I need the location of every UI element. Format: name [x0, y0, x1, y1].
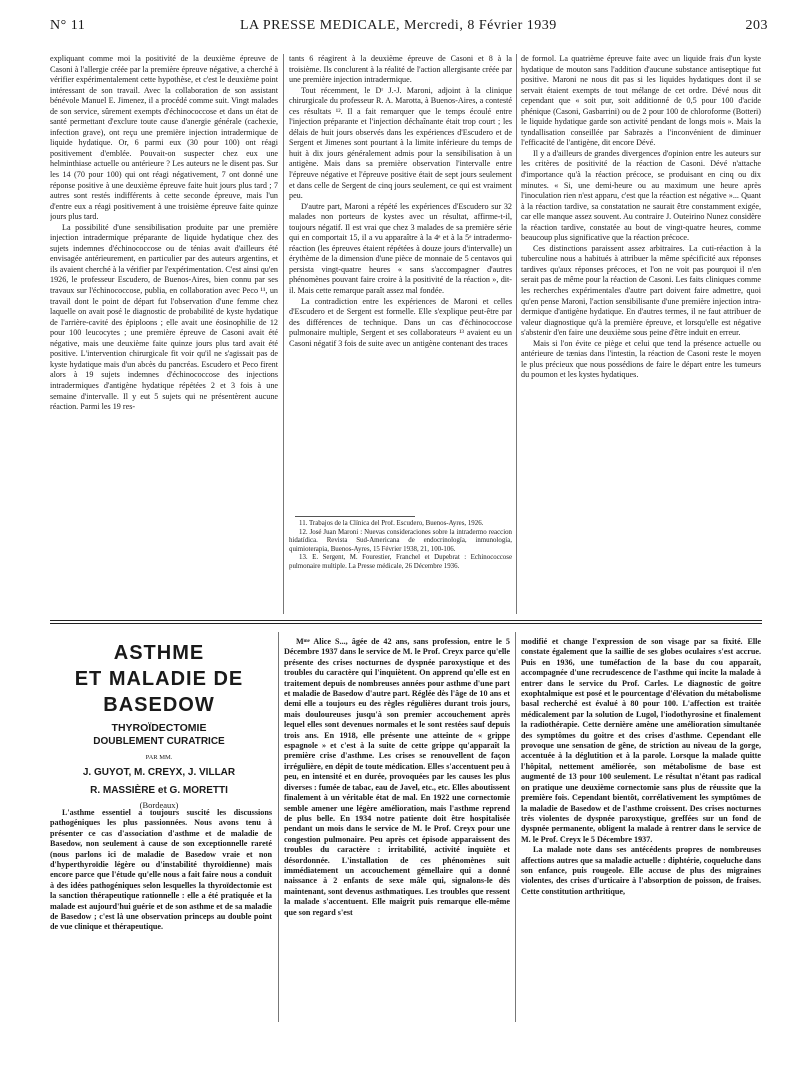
journal-title: LA PRESSE MEDICALE, Mercredi, 8 Février 1939: [240, 18, 557, 33]
byline-par: PAR MM.: [145, 754, 173, 761]
article2-column-3: [521, 637, 761, 1017]
paragraph: La contradiction entre les expériences de Maroni et celles d'Escudero et de Sergent est formelle. Elle s'explique peut-être par des différences de technique. Dans un cas d'échinococcose pulmonaire multiple, Sergent et ses collaborateurs ¹³ avaient eu un Casoni négatif 3 fois de suite avec un antigène contenant des traces: [289, 296, 512, 348]
paragraph: Tout récemment, le Dʳ J.-J. Maroni, adjoint à la clinique chirurgicale du professeur R. A. Marotta, à Buenos-Aires, a contesté ces résultats ¹². Il a fait remarquer que le temps écoulé entre l'injection préparante et l'injection déchaînante était trop court ; les délais de huit jours observés dans les expériences d'Escudero et de Sergent et Jimenes sont pourtant à la limite inférieure du temps de huit à dix jours généralement admis pour la sensibilisation à un antigène. Mais dans sa première observation l'intervalle entre l'épreuve négative et l'épreuve positive était de sept jours seulement et dans celle de Sergent de cinq jours seulement, ce qui est vraiment peu.: [289, 85, 512, 201]
article2-title-block: [50, 640, 268, 811]
paragraph: de formol. La quatrième épreuve faite avec un liquide frais d'un kyste hydatique de mouton sans l'addition d'aucune substance antiseptique fut positive. Maroni ne nous dit pas si les liquides hydatiques dont il se servait étaient exempts de tout mélange de cet ordre. Dévé nous dit cependant que « soit pur, soit additionné de 0,5 pour 100 d'acide phénique (Casoni, Gasbarrini) ou de 2 pour 100 de chloroforme (Botteri) le liquide hydatique garde son activité pendant de longs mois ». Mais la tyndallisation conseillée par Sabrazès a l'inconvénient de diminuer l'efficacité de l'antigène, dit encore Dévé.: [521, 54, 761, 148]
article-subtitle1: THYROÏDECTOMIE: [111, 722, 207, 734]
column-rule: [283, 54, 284, 614]
affiliation: (Bordeaux): [139, 800, 179, 810]
article2-column-1: [50, 808, 272, 1018]
running-header: [50, 16, 768, 38]
authors-line1: J. GUYOT, M. CREYX, J. VILLAR: [82, 767, 236, 778]
article-title-line1: ASTHME: [113, 642, 205, 664]
paragraph: Mᵐᵉ Alice S..., âgée de 42 ans, sans profession, entre le 5 Décembre 1937 dans le service de M. le Prof. Creyx parce qu'elle présente des crises nocturnes de dyspnée paroxystique et des troubles du caractère qui l'inquiètent. On apprend qu'elle est en traitement depuis de nombreuses années pour asthme d'une part et maladie de Basedow d'autre part. Réglée dès l'âge de 10 ans et demi elle a toujours eu des règles régulières durant trois jours, mais douloureuses jusqu'à son premier accouchement après lequel elles sont devenues normales et le sont restées sauf depuis trois ans. En 1918, elle présente une atteinte de « grippe espagnole » et c'est à la suite de cette grippe qu'apparaît la première crise d'asthme. Les crises se renouvellent de façon irrégulière, en dépit de toute médication. Elles s'accentuent peu à peu, en intensité et en durée, provoquées par les causes les plus diverses : fumée de tabac, eau de Javel, etc., etc. Elles aboutissent finalement à un véritable état de mal. En 1922 une cornectomie semble amener une légère amélioration, mais l'asthme reprend de plus belle. En 1934 notre patiente doit être hospitalisée pendant un mois dans le service de M. le Prof. Creyx pour une congestion pulmonaire. Peu après cet épisode apparaissent des troubles du caractère : irritabilité, activité inquiète et désordonnée. L'installation de ces phénomènes suit immédiatement un accouchement gémellaire qui a donné naissance à 2 enfants de sexe mâle qui, signalons-le dès maintenant, sont devenus asthmatiques. Les troubles que ressent la malade s'accentuent. Elle maigrit puis remarque elle-même que son regard s'est: [284, 637, 510, 917]
issue-number: N° 11: [50, 18, 86, 33]
paragraph: modifié et change l'expression de son visage par sa fixité. Elle constate également que la saillie de ses globes oculaires s'est accrue. Puis en 1936, une tuméfaction de la base du cou apparaît, accompagnée d'une recrudescence de l'asthme qui incite la malade à entrer dans le service du Prof. Carles. Le diagnostic de goitre exophtalmique est posé et le pourcentage d'élévation du métabolisme basal recherché est évalué à 80 pour 100. L'affection est traitée médicalement par la solution de Lugol, l'iodothyrosine et finalement la radiothérapie. Cette dernière amène une amélioration simultanée des symptômes du goitre et des crises d'asthme. Cependant elle provoque une sensation de gêne, de striction au niveau de la gorge, accentuée à la déglutition et à la parole. Lorsque la malade quitte l'hôpital, nettement améliorée, son métabolisme de base est augmenté de 13 pour 100 seulement. Le résultat n'étant pas radical on pratique une deuxième cornectomie sans plus de réussite que la première fois. Cependant bientôt, corrélativement les symptômes de la maladie de Basedow et de l'asthme croissent. Des crises nocturnes très violentes de dyspnée paroxystique, greffées sur un fond de dyspnée permanente, obligent la malade à rentrer dans le service de M. le Prof. Creyx le 5 Décembre 1937.: [521, 637, 761, 844]
section-separator: [50, 620, 762, 621]
footnote: 11. Trabajos de la Clínica del Prof. Escudero, Buenos-Ayres, 1926.: [299, 520, 484, 527]
footnote-rule: [295, 516, 415, 517]
article1-column-1: [50, 54, 278, 614]
paragraph: D'autre part, Maroni a répété les expériences d'Escudero sur 32 malades non porteurs de kystes avec un résultat, affirme-t-il, toujours négatif. Il est vrai que chez 3 malades de sa première série qui en comportait 15, il a vu apparaître à la 4ᵉ et à la 5ᵉ intradermo-réaction (les épreuves étaient répétées à douze jours d'intervalle) un érythème de la dimension d'une pièce de monnaie de 5 centavos qui persista vingt-quatre heures « sans s'accompagner d'autres phénomènes pouvant faire croire à la positivité de la réaction », dit-il. Mais cette remarque paraît assez mal fondée.: [289, 201, 512, 296]
article-title-line2: ET MALADIE DE BASEDOW: [74, 668, 244, 716]
article2-column-2: [284, 637, 510, 1017]
authors-line2: R. MASSIÈRE et G. MORETTI: [90, 785, 228, 796]
paragraph: Ces distinctions paraissent assez arbitraires. La cuti-réaction à la tuberculine nous a habitués à attribuer la même spécificité aux réponses tardives qu'aux réponses précoces, et l'on ne voit pas pourquoi il n'en serait pas de même pour la réaction de Casoni. Les faits cliniques comme les recherches expérimentales d'autre part doivent faire admettre, quoi qu'en pense Maroni, l'action sensibilisante d'une première injection intra-dermique d'antigène hydatique. En d'autres termes, il ne faut attribuer de valeur diagnostique qu'à la première épreuve, et lorsqu'elle est négative s'abstenir d'en faire une deuxième sous peine d'être induit en erreur.: [521, 243, 761, 338]
section-separator: [50, 623, 762, 624]
paragraph: expliquant comme moi la positivité de la deuxième épreuve de Casoni à l'allergie créée par la première épreuve négative, a cherché à vérifier expérimentalement cette hypothèse, et c'est le deuxième point intéressant de son travail. Avec la collaboration de son assistant bénévole Manuel E. Jimenez, il a procédé comme suit. Vingt malades de son service, sûrement exempts d'échinococcose et dans un état de santé permettant d'exclure toute cause d'anergie générale (cachexie, infection grave), ont reçu une première injection intradermique de liquide hydatique. Or, 6 parmi eux (30 pour 100) ont réagi positivement d'emblée. Pouvait-on suspecter chez eux une helminthiase actuelle ou antérieure ? Les auteurs ne le disent pas. Sur les 14 (70 pour 100) qui ont réagi négativement, 7 ont donné une réponse positive à une deuxième épreuve faite huit jours plus tard ; 7 autres sont restés indifférents à cette seconde épreuve, mais l'un d'entre eux a réagi positivement à une troisième épreuve faite quinze jours plus tard.: [50, 54, 278, 222]
paragraph: Il y a d'ailleurs de grandes divergences d'opinion entre les auteurs sur les critères de positivité de la réaction de Casoni. Dévé n'attache d'importance qu'à la réaction précoce, se produisant en cinq ou dix minutes. « Si, une demi-heure ou au maximum une heure après l'inoculation rien n'est apparu, c'est que la réaction est négative »... Quant à la réaction tardive, sa constatation ne saurait être constamment exigée, car elle manque assez souvent. Au contraire J. Outeirino Nunez considère la réaction tardive, constatée au bout de vingt-quatre heures, comme beaucoup plus significative que la réaction précoce.: [521, 148, 761, 243]
page-number: 203: [745, 18, 768, 33]
column-rule: [278, 632, 279, 1022]
footnotes: [289, 520, 512, 612]
article1-column-3: [521, 54, 761, 614]
footnote: 13. E. Sergent, M. Fourestier, Franchel et Dupebrat : Echinococcose pulmonaire multiple. La Presse médicale, 26 Décembre 1936.: [289, 554, 512, 570]
paragraph: tants 6 réagirent à la deuxième épreuve de Casoni et 8 à la troisième. Ils conclurent à la réalité de l'action allergisante créée par une première injection intradermique.: [289, 54, 512, 85]
paragraph: Mais si l'on évite ce piège et celui que tend la présence actuelle ou antérieure de tænias dans l'intestin, la réaction de Casoni reste le moyen le plus précieux que nous possédions de faire le départ entre les tumeurs du poumon et les kystes hydatiques.: [521, 338, 761, 380]
paragraph: L'asthme essentiel a toujours suscité les discussions pathogéniques les plus passionnées. Nous avons tenu à présenter ce cas d'association d'asthme et de maladie de Basedow, non seulement à cause de son exceptionnelle rareté (nous parlons ici de maladie de Basedow vraie et non d'hyperthyroïdie légère ou d'instabilité thyroïdienne) mais encore parce que l'étude qu'elle nous a fait faire nous a conduit à des idées pathogéniques selon lesquelles la thyroïdectomie est la sanction thérapeutique rationnelle : elle a été pratiquée et la malade est aujourd'hui guérie et de son asthme et de sa maladie de Basedow ; c'est là une observation princeps au double point de vue clinique et thérapeutique.: [50, 808, 272, 932]
column-rule: [515, 632, 516, 1022]
footnote: 12. José Juan Maroni : Nuevas consideraciones sobre la intradermo reaccion hidatídica. Revista Sud-Americana de endocrinología, inmunología, quimioterapia, Buenos-Ayres, 15 Février 1938, 21, 100-106.: [289, 528, 512, 553]
article-subtitle2: DOUBLEMENT CURATRICE: [93, 736, 225, 747]
column-rule: [516, 54, 517, 614]
paragraph: La malade note dans ses antécédents propres de nombreuses affections autres que sa maladie actuelle : diphtérie, coqueluche dans son enfance, puis rougeole. Elle accuse de plus des migraines violentes, des crises d'urticaire à l'absorption de poisson, de fraises. Cette constitution arthritique,: [521, 845, 761, 896]
article1-column-2: [289, 54, 512, 514]
paragraph: La possibilité d'une sensibilisation produite par une première injection intradermique préparante de liquide hydatique chez des sujets indemnes d'échinococcose ou de ténias avait d'ailleurs été envisagée antérieurement, en particulier par des auteurs argentins, et ils avaient cherché à la vérifier par l'expérimentation. C'est ainsi qu'en 1926, le professeur Escudero, de Buenos-Aires, bien connu par ses travaux sur l'échinococcose, publia, en collaboration avec Peco ¹¹, un travail dont le point de départ fut l'observation d'une femme chez laquelle on avait posé le diagnostic de probabilité de kyste hydatique de l'arrière-cavité des épiploons ; elle avait une éosinophilie de 12 pour 100 leucocytes ; une première épreuve de Casoni avait été négative, mais une deuxième faite quinze jours plus tard avait été positive. L'intervention chirurgicale fit voir qu'il ne s'agissait pas de kyste hydatique mais d'un abcès du pancréas. Escudero et Peco firent alors à 19 sujets indemnes d'échinococcose des injections intradermiques d'antigène hydatique répétées 2 et 3 fois à une semaine d'intervalle. Il y eut 5 sujets qui ne présentèrent aucune réaction. Parmi les 19 res-: [50, 222, 278, 412]
